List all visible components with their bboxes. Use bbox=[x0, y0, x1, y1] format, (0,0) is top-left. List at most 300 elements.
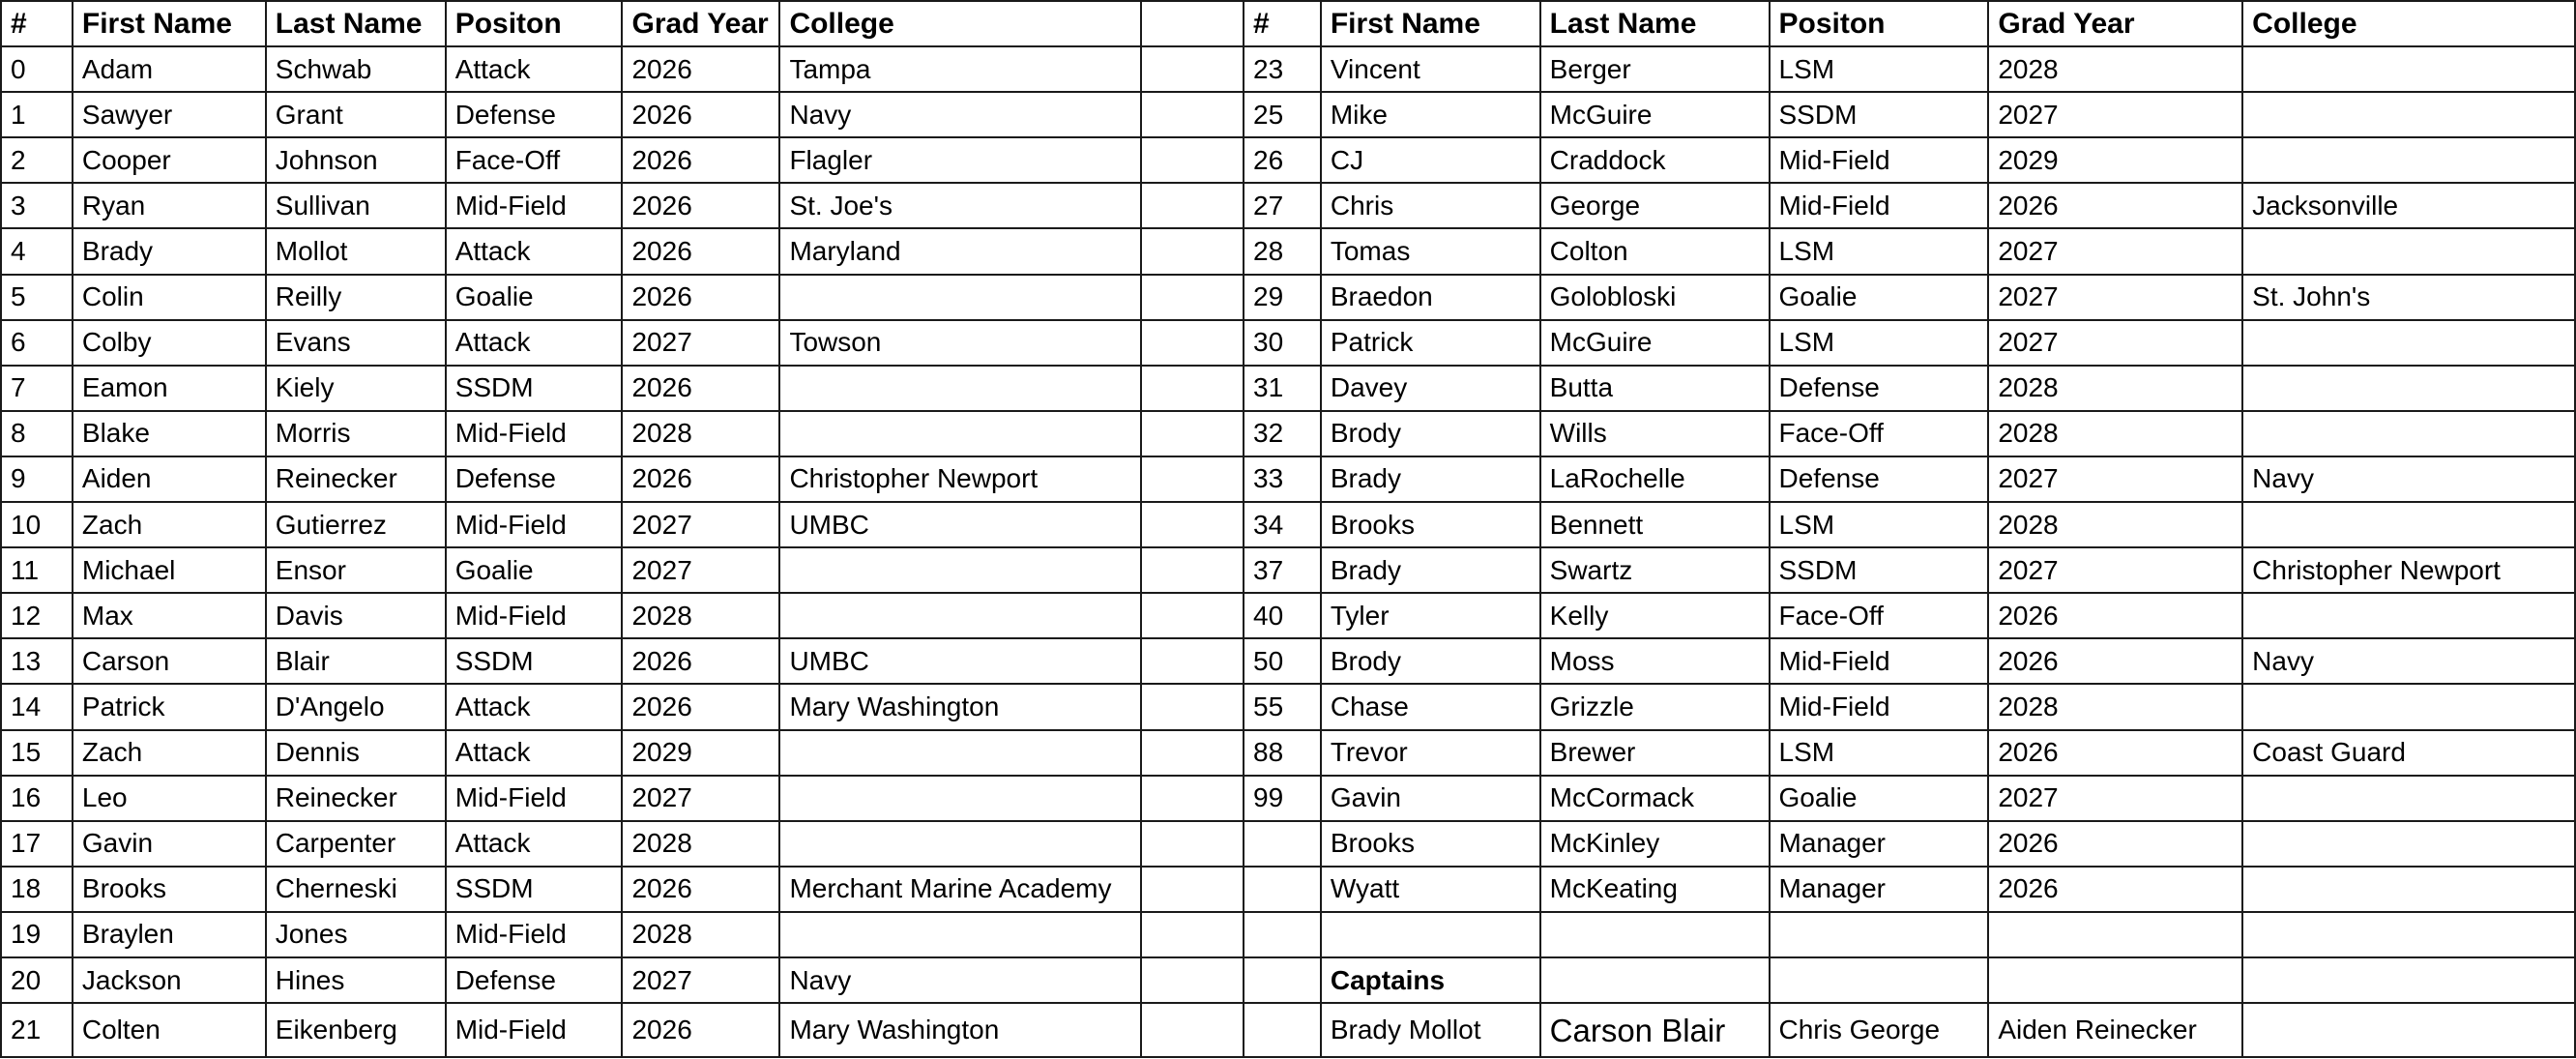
cell-college[interactable]: Tampa bbox=[779, 46, 1141, 92]
cell-last-name[interactable]: LaRochelle bbox=[1540, 456, 1770, 502]
cell-position[interactable]: Defense bbox=[1770, 456, 1989, 502]
cell-first-name[interactable]: Gavin bbox=[73, 821, 266, 867]
cell-first-name[interactable]: Brody bbox=[1321, 638, 1540, 684]
cell-position[interactable]: SSDM bbox=[1770, 547, 1989, 593]
cell-grad-year[interactable]: 2026 bbox=[622, 183, 779, 228]
cell-grad-year[interactable] bbox=[1988, 957, 2242, 1003]
cell-college[interactable] bbox=[2242, 46, 2575, 92]
cell-first-name[interactable]: Vincent bbox=[1321, 46, 1540, 92]
cell-last-name[interactable]: McKinley bbox=[1540, 821, 1770, 867]
cell-number[interactable]: 31 bbox=[1244, 366, 1321, 411]
header-college-right[interactable]: College bbox=[2242, 1, 2575, 46]
cell-position[interactable]: Attack bbox=[446, 46, 623, 92]
cell-last-name[interactable]: Colton bbox=[1540, 228, 1770, 274]
cell-grad-year[interactable]: 2026 bbox=[622, 92, 779, 137]
spacer-cell[interactable] bbox=[1141, 1003, 1244, 1057]
spacer-cell[interactable] bbox=[1141, 502, 1244, 547]
cell-grad-year[interactable]: 2026 bbox=[622, 867, 779, 912]
cell-last-name[interactable]: Morris bbox=[266, 411, 446, 456]
cell-college[interactable] bbox=[2242, 137, 2575, 183]
cell-first-name[interactable]: Leo bbox=[73, 776, 266, 821]
cell-number[interactable]: 17 bbox=[1, 821, 73, 867]
cell-grad-year[interactable]: 2026 bbox=[1988, 821, 2242, 867]
cell-last-name[interactable]: Craddock bbox=[1540, 137, 1770, 183]
cell-number[interactable]: 7 bbox=[1, 366, 73, 411]
cell-position[interactable]: Defense bbox=[446, 456, 623, 502]
cell-number[interactable]: 40 bbox=[1244, 593, 1321, 638]
cell-college[interactable] bbox=[2242, 867, 2575, 912]
cell-college[interactable] bbox=[2242, 502, 2575, 547]
cell-grad-year[interactable]: 2028 bbox=[1988, 46, 2242, 92]
roster-body bbox=[1, 1, 2575, 1057]
cell-number[interactable]: 13 bbox=[1, 638, 73, 684]
cell-first-name[interactable]: Colten bbox=[73, 1003, 266, 1057]
spacer-cell[interactable] bbox=[1141, 92, 1244, 137]
cell-grad-year[interactable]: 2026 bbox=[622, 456, 779, 502]
cell-last-name[interactable]: Butta bbox=[1540, 366, 1770, 411]
cell-grad-year[interactable]: 2026 bbox=[1988, 638, 2242, 684]
cell-number[interactable] bbox=[1244, 867, 1321, 912]
cell-grad-year[interactable]: 2026 bbox=[622, 366, 779, 411]
cell-college[interactable]: UMBC bbox=[779, 502, 1141, 547]
cell-number[interactable]: 21 bbox=[1, 1003, 73, 1057]
cell-position[interactable]: SSDM bbox=[446, 366, 623, 411]
cell-position[interactable]: Defense bbox=[1770, 366, 1989, 411]
cell-number[interactable]: 30 bbox=[1244, 320, 1321, 366]
cell-last-name[interactable]: Berger bbox=[1540, 46, 1770, 92]
cell-grad-year[interactable]: 2028 bbox=[622, 821, 779, 867]
cell-college[interactable]: Christopher Newport bbox=[779, 456, 1141, 502]
cell-first-name[interactable]: Colin bbox=[73, 275, 266, 320]
cell-college[interactable] bbox=[2242, 821, 2575, 867]
cell-position[interactable]: Face-Off bbox=[1770, 411, 1989, 456]
cell-last-name[interactable]: Jones bbox=[266, 912, 446, 957]
cell-last-name[interactable]: Carpenter bbox=[266, 821, 446, 867]
cell-grad-year[interactable]: 2026 bbox=[622, 638, 779, 684]
cell-last-name[interactable]: Reinecker bbox=[266, 776, 446, 821]
cell-grad-year[interactable]: 2026 bbox=[1988, 593, 2242, 638]
cell-first-name[interactable]: Aiden bbox=[73, 456, 266, 502]
spacer-cell[interactable] bbox=[1141, 275, 1244, 320]
cell-first-name[interactable]: Brooks bbox=[73, 867, 266, 912]
spacer-cell[interactable] bbox=[1141, 821, 1244, 867]
cell-college[interactable]: Navy bbox=[779, 957, 1141, 1003]
spacer-cell[interactable] bbox=[1141, 547, 1244, 593]
cell-grad-year[interactable]: 2027 bbox=[1988, 320, 2242, 366]
cell-grad-year[interactable]: 2026 bbox=[622, 1003, 779, 1057]
header-last-name-right[interactable]: Last Name bbox=[1540, 1, 1770, 46]
cell-number[interactable] bbox=[1244, 957, 1321, 1003]
cell-grad-year[interactable]: 2028 bbox=[1988, 411, 2242, 456]
cell-grad-year[interactable]: 2028 bbox=[1988, 502, 2242, 547]
cell-number[interactable]: 88 bbox=[1244, 730, 1321, 776]
cell-grad-year[interactable]: 2026 bbox=[622, 137, 779, 183]
cell-position[interactable]: Mid-Field bbox=[1770, 684, 1989, 729]
cell-last-name[interactable]: Evans bbox=[266, 320, 446, 366]
cell-grad-year[interactable]: 2026 bbox=[1988, 730, 2242, 776]
cell-college[interactable]: Merchant Marine Academy bbox=[779, 867, 1141, 912]
cell-position[interactable]: Attack bbox=[446, 730, 623, 776]
cell-position[interactable]: LSM bbox=[1770, 46, 1989, 92]
cell-position[interactable]: Manager bbox=[1770, 821, 1989, 867]
cell-position[interactable] bbox=[1770, 912, 1989, 957]
cell-number[interactable]: 8 bbox=[1, 411, 73, 456]
header-last-name-left[interactable]: Last Name bbox=[266, 1, 446, 46]
cell-position[interactable]: Attack bbox=[446, 684, 623, 729]
cell-number[interactable]: 28 bbox=[1244, 228, 1321, 274]
cell-last-name[interactable]: Golobloski bbox=[1540, 275, 1770, 320]
cell-first-name[interactable]: Cooper bbox=[73, 137, 266, 183]
cell-position[interactable]: Goalie bbox=[446, 275, 623, 320]
cell-grad-year[interactable]: 2026 bbox=[622, 275, 779, 320]
cell-position[interactable]: Face-Off bbox=[1770, 593, 1989, 638]
header-college-left[interactable]: College bbox=[779, 1, 1141, 46]
cell-last-name[interactable]: Bennett bbox=[1540, 502, 1770, 547]
cell-college[interactable] bbox=[779, 411, 1141, 456]
cell-grad-year[interactable]: 2027 bbox=[622, 320, 779, 366]
cell-grad-year[interactable]: 2027 bbox=[1988, 456, 2242, 502]
cell-first-name[interactable]: Brady Mollot bbox=[1321, 1003, 1540, 1057]
cell-college[interactable] bbox=[2242, 411, 2575, 456]
cell-first-name[interactable]: Ryan bbox=[73, 183, 266, 228]
cell-first-name[interactable]: Chase bbox=[1321, 684, 1540, 729]
header-first-name-left[interactable]: First Name bbox=[73, 1, 266, 46]
cell-position[interactable]: Goalie bbox=[1770, 776, 1989, 821]
cell-number[interactable]: 18 bbox=[1, 867, 73, 912]
cell-number[interactable]: 23 bbox=[1244, 46, 1321, 92]
cell-last-name[interactable]: Gutierrez bbox=[266, 502, 446, 547]
cell-number[interactable] bbox=[1244, 1003, 1321, 1057]
cell-number[interactable]: 9 bbox=[1, 456, 73, 502]
cell-position[interactable]: Mid-Field bbox=[446, 183, 623, 228]
cell-grad-year[interactable]: Aiden Reinecker bbox=[1988, 1003, 2242, 1057]
cell-number[interactable]: 12 bbox=[1, 593, 73, 638]
cell-grad-year[interactable]: 2027 bbox=[622, 547, 779, 593]
spacer-cell[interactable] bbox=[1141, 593, 1244, 638]
cell-last-name[interactable]: Davis bbox=[266, 593, 446, 638]
cell-number[interactable]: 15 bbox=[1, 730, 73, 776]
cell-last-name[interactable]: Kiely bbox=[266, 366, 446, 411]
cell-last-name[interactable] bbox=[1540, 912, 1770, 957]
cell-position[interactable]: Mid-Field bbox=[446, 912, 623, 957]
cell-first-name[interactable]: Sawyer bbox=[73, 92, 266, 137]
cell-first-name[interactable]: Zach bbox=[73, 502, 266, 547]
cell-grad-year[interactable]: 2027 bbox=[1988, 228, 2242, 274]
cell-last-name[interactable]: Sullivan bbox=[266, 183, 446, 228]
cell-college[interactable] bbox=[779, 275, 1141, 320]
cell-number[interactable]: 26 bbox=[1244, 137, 1321, 183]
cell-number[interactable]: 55 bbox=[1244, 684, 1321, 729]
cell-position[interactable]: LSM bbox=[1770, 502, 1989, 547]
cell-college[interactable] bbox=[779, 776, 1141, 821]
cell-first-name[interactable]: Wyatt bbox=[1321, 867, 1540, 912]
cell-number[interactable]: 27 bbox=[1244, 183, 1321, 228]
cell-number[interactable]: 20 bbox=[1, 957, 73, 1003]
cell-first-name[interactable]: Brooks bbox=[1321, 821, 1540, 867]
cell-position[interactable]: Face-Off bbox=[446, 137, 623, 183]
cell-position[interactable]: Defense bbox=[446, 92, 623, 137]
cell-position[interactable]: Chris George bbox=[1770, 1003, 1989, 1057]
cell-college[interactable]: Towson bbox=[779, 320, 1141, 366]
cell-first-name[interactable]: Patrick bbox=[73, 684, 266, 729]
cell-number[interactable]: 4 bbox=[1, 228, 73, 274]
cell-college[interactable]: Navy bbox=[2242, 638, 2575, 684]
cell-position[interactable]: LSM bbox=[1770, 730, 1989, 776]
cell-college[interactable] bbox=[2242, 1003, 2575, 1057]
cell-number[interactable]: 2 bbox=[1, 137, 73, 183]
cell-college[interactable]: UMBC bbox=[779, 638, 1141, 684]
cell-grad-year[interactable]: 2029 bbox=[622, 730, 779, 776]
cell-number[interactable]: 16 bbox=[1, 776, 73, 821]
cell-last-name[interactable]: Dennis bbox=[266, 730, 446, 776]
cell-last-name[interactable]: Brewer bbox=[1540, 730, 1770, 776]
cell-position[interactable] bbox=[1770, 957, 1989, 1003]
cell-number[interactable]: 34 bbox=[1244, 502, 1321, 547]
spacer-cell[interactable] bbox=[1141, 776, 1244, 821]
cell-last-name[interactable]: Reinecker bbox=[266, 456, 446, 502]
cell-college[interactable] bbox=[779, 366, 1141, 411]
cell-position[interactable]: Manager bbox=[1770, 867, 1989, 912]
cell-college[interactable]: St. Joe's bbox=[779, 183, 1141, 228]
spacer-cell[interactable] bbox=[1141, 730, 1244, 776]
cell-first-name[interactable]: Brooks bbox=[1321, 502, 1540, 547]
cell-college[interactable] bbox=[779, 912, 1141, 957]
cell-number[interactable]: 3 bbox=[1, 183, 73, 228]
cell-last-name[interactable]: Moss bbox=[1540, 638, 1770, 684]
cell-first-name[interactable]: Colby bbox=[73, 320, 266, 366]
spacer-cell[interactable] bbox=[1141, 228, 1244, 274]
cell-first-name[interactable]: Jackson bbox=[73, 957, 266, 1003]
cell-number[interactable]: 10 bbox=[1, 502, 73, 547]
spacer-cell[interactable] bbox=[1141, 684, 1244, 729]
header-number-left[interactable]: # bbox=[1, 1, 73, 46]
cell-grad-year[interactable]: 2027 bbox=[622, 502, 779, 547]
cell-position[interactable]: Mid-Field bbox=[1770, 137, 1989, 183]
cell-first-name[interactable]: Trevor bbox=[1321, 730, 1540, 776]
cell-last-name[interactable]: Eikenberg bbox=[266, 1003, 446, 1057]
cell-position[interactable]: SSDM bbox=[446, 867, 623, 912]
cell-position[interactable]: Attack bbox=[446, 320, 623, 366]
cell-first-name[interactable]: CJ bbox=[1321, 137, 1540, 183]
cell-number[interactable]: 33 bbox=[1244, 456, 1321, 502]
cell-position[interactable]: Mid-Field bbox=[1770, 638, 1989, 684]
cell-position[interactable]: Attack bbox=[446, 228, 623, 274]
cell-first-name[interactable]: Eamon bbox=[73, 366, 266, 411]
cell-grad-year[interactable]: 2027 bbox=[622, 957, 779, 1003]
cell-first-name[interactable] bbox=[1321, 912, 1540, 957]
cell-number[interactable]: 1 bbox=[1, 92, 73, 137]
cell-last-name[interactable]: McKeating bbox=[1540, 867, 1770, 912]
cell-position[interactable]: Mid-Field bbox=[1770, 183, 1989, 228]
cell-college[interactable]: Coast Guard bbox=[2242, 730, 2575, 776]
cell-last-name[interactable] bbox=[1540, 957, 1770, 1003]
cell-first-name[interactable]: Carson bbox=[73, 638, 266, 684]
cell-grad-year[interactable]: 2027 bbox=[1988, 547, 2242, 593]
cell-number[interactable]: 19 bbox=[1, 912, 73, 957]
cell-position[interactable]: Mid-Field bbox=[446, 776, 623, 821]
cell-college[interactable] bbox=[779, 547, 1141, 593]
cell-college[interactable]: Mary Washington bbox=[779, 1003, 1141, 1057]
cell-grad-year[interactable]: 2027 bbox=[622, 776, 779, 821]
cell-grad-year[interactable] bbox=[1988, 912, 2242, 957]
cell-last-name[interactable]: McGuire bbox=[1540, 92, 1770, 137]
cell-grad-year[interactable]: 2027 bbox=[1988, 275, 2242, 320]
cell-college[interactable]: Jacksonville bbox=[2242, 183, 2575, 228]
cell-grad-year[interactable]: 2028 bbox=[622, 912, 779, 957]
cell-number[interactable]: 0 bbox=[1, 46, 73, 92]
cell-last-name[interactable]: Grant bbox=[266, 92, 446, 137]
cell-first-name[interactable]: Patrick bbox=[1321, 320, 1540, 366]
cell-first-name[interactable]: Max bbox=[73, 593, 266, 638]
cell-last-name[interactable]: D'Angelo bbox=[266, 684, 446, 729]
cell-position[interactable]: Mid-Field bbox=[446, 1003, 623, 1057]
cell-grad-year[interactable]: 2027 bbox=[1988, 92, 2242, 137]
cell-first-name[interactable]: Michael bbox=[73, 547, 266, 593]
spacer-cell[interactable] bbox=[1141, 912, 1244, 957]
header-first-name-right[interactable]: First Name bbox=[1321, 1, 1540, 46]
cell-first-name[interactable]: Tyler bbox=[1321, 593, 1540, 638]
cell-grad-year[interactable]: 2028 bbox=[622, 411, 779, 456]
cell-college[interactable] bbox=[2242, 957, 2575, 1003]
cell-number[interactable]: 5 bbox=[1, 275, 73, 320]
cell-college[interactable] bbox=[2242, 228, 2575, 274]
cell-first-name[interactable]: Gavin bbox=[1321, 776, 1540, 821]
cell-position[interactable]: SSDM bbox=[446, 638, 623, 684]
cell-number[interactable]: 29 bbox=[1244, 275, 1321, 320]
cell-position[interactable]: LSM bbox=[1770, 228, 1989, 274]
cell-last-name[interactable]: Wills bbox=[1540, 411, 1770, 456]
cell-first-name[interactable]: Brady bbox=[1321, 456, 1540, 502]
cell-college[interactable] bbox=[2242, 320, 2575, 366]
cell-last-name[interactable]: Kelly bbox=[1540, 593, 1770, 638]
cell-number[interactable]: 25 bbox=[1244, 92, 1321, 137]
cell-college[interactable] bbox=[2242, 684, 2575, 729]
header-spacer[interactable] bbox=[1141, 1, 1244, 46]
cell-position[interactable]: Defense bbox=[446, 957, 623, 1003]
spacer-cell[interactable] bbox=[1141, 320, 1244, 366]
spacer-cell[interactable] bbox=[1141, 183, 1244, 228]
cell-last-name[interactable]: Schwab bbox=[266, 46, 446, 92]
cell-college[interactable] bbox=[2242, 593, 2575, 638]
cell-position[interactable]: Attack bbox=[446, 821, 623, 867]
cell-number[interactable] bbox=[1244, 821, 1321, 867]
cell-last-name[interactable]: Cherneski bbox=[266, 867, 446, 912]
cell-number[interactable]: 99 bbox=[1244, 776, 1321, 821]
cell-grad-year[interactable]: 2026 bbox=[622, 684, 779, 729]
spacer-cell[interactable] bbox=[1141, 137, 1244, 183]
spacer-cell[interactable] bbox=[1141, 957, 1244, 1003]
spacer-cell[interactable] bbox=[1141, 867, 1244, 912]
cell-position[interactable]: Goalie bbox=[446, 547, 623, 593]
cell-first-name[interactable]: Braylen bbox=[73, 912, 266, 957]
header-position-right[interactable]: Positon bbox=[1770, 1, 1989, 46]
cell-last-name[interactable]: Hines bbox=[266, 957, 446, 1003]
cell-last-name[interactable]: Johnson bbox=[266, 137, 446, 183]
cell-position[interactable]: LSM bbox=[1770, 320, 1989, 366]
cell-grad-year[interactable]: 2026 bbox=[1988, 867, 2242, 912]
cell-college[interactable] bbox=[2242, 366, 2575, 411]
header-position-left[interactable]: Positon bbox=[446, 1, 623, 46]
cell-college[interactable]: St. John's bbox=[2242, 275, 2575, 320]
cell-first-name[interactable]: Chris bbox=[1321, 183, 1540, 228]
header-number-right[interactable]: # bbox=[1244, 1, 1321, 46]
cell-first-name[interactable]: Davey bbox=[1321, 366, 1540, 411]
spacer-cell[interactable] bbox=[1141, 456, 1244, 502]
cell-college[interactable]: Christopher Newport bbox=[2242, 547, 2575, 593]
cell-college[interactable]: Mary Washington bbox=[779, 684, 1141, 729]
cell-college[interactable]: Flagler bbox=[779, 137, 1141, 183]
cell-college[interactable] bbox=[2242, 912, 2575, 957]
cell-number[interactable]: 14 bbox=[1, 684, 73, 729]
cell-college[interactable]: Maryland bbox=[779, 228, 1141, 274]
cell-grad-year[interactable]: 2026 bbox=[622, 228, 779, 274]
cell-first-name[interactable]: Zach bbox=[73, 730, 266, 776]
cell-position[interactable]: SSDM bbox=[1770, 92, 1989, 137]
cell-number[interactable]: 50 bbox=[1244, 638, 1321, 684]
cell-last-name[interactable]: Blair bbox=[266, 638, 446, 684]
cell-last-name[interactable]: Swartz bbox=[1540, 547, 1770, 593]
cell-first-name[interactable]: Brady bbox=[73, 228, 266, 274]
cell-last-name[interactable]: McCormack bbox=[1540, 776, 1770, 821]
cell-first-name[interactable]: Brody bbox=[1321, 411, 1540, 456]
cell-last-name[interactable]: McGuire bbox=[1540, 320, 1770, 366]
cell-college[interactable]: Navy bbox=[2242, 456, 2575, 502]
cell-last-name[interactable]: George bbox=[1540, 183, 1770, 228]
cell-college[interactable] bbox=[2242, 92, 2575, 137]
cell-college[interactable] bbox=[779, 593, 1141, 638]
cell-last-name[interactable]: Ensor bbox=[266, 547, 446, 593]
spacer-cell[interactable] bbox=[1141, 366, 1244, 411]
header-grad-year-right[interactable]: Grad Year bbox=[1988, 1, 2242, 46]
cell-grad-year[interactable]: 2027 bbox=[1988, 776, 2242, 821]
cell-college[interactable] bbox=[779, 821, 1141, 867]
cell-position[interactable]: Goalie bbox=[1770, 275, 1989, 320]
cell-number[interactable]: 11 bbox=[1, 547, 73, 593]
cell-first-name[interactable]: Braedon bbox=[1321, 275, 1540, 320]
cell-number[interactable]: 6 bbox=[1, 320, 73, 366]
cell-number[interactable]: 37 bbox=[1244, 547, 1321, 593]
cell-position[interactable]: Mid-Field bbox=[446, 411, 623, 456]
cell-college[interactable] bbox=[2242, 776, 2575, 821]
cell-first-name[interactable]: Tomas bbox=[1321, 228, 1540, 274]
cell-grad-year[interactable]: 2028 bbox=[622, 593, 779, 638]
cell-grad-year[interactable]: 2026 bbox=[1988, 183, 2242, 228]
cell-position[interactable]: Mid-Field bbox=[446, 593, 623, 638]
cell-first-name[interactable]: Blake bbox=[73, 411, 266, 456]
cell-college[interactable] bbox=[779, 730, 1141, 776]
cell-first-name[interactable]: Mike bbox=[1321, 92, 1540, 137]
cell-grad-year[interactable]: 2029 bbox=[1988, 137, 2242, 183]
header-grad-year-left[interactable]: Grad Year bbox=[622, 1, 779, 46]
cell-number[interactable]: 32 bbox=[1244, 411, 1321, 456]
cell-grad-year[interactable]: 2028 bbox=[1988, 366, 2242, 411]
cell-first-name[interactable]: Captains bbox=[1321, 957, 1540, 1003]
cell-last-name[interactable]: Carson Blair bbox=[1540, 1003, 1770, 1057]
spacer-cell[interactable] bbox=[1141, 638, 1244, 684]
cell-last-name[interactable]: Grizzle bbox=[1540, 684, 1770, 729]
cell-number[interactable] bbox=[1244, 912, 1321, 957]
cell-last-name[interactable]: Reilly bbox=[266, 275, 446, 320]
cell-grad-year[interactable]: 2028 bbox=[1988, 684, 2242, 729]
spacer-cell[interactable] bbox=[1141, 46, 1244, 92]
cell-grad-year[interactable]: 2026 bbox=[622, 46, 779, 92]
cell-college[interactable]: Navy bbox=[779, 92, 1141, 137]
cell-position[interactable]: Mid-Field bbox=[446, 502, 623, 547]
spacer-cell[interactable] bbox=[1141, 411, 1244, 456]
cell-first-name[interactable]: Adam bbox=[73, 46, 266, 92]
cell-last-name[interactable]: Mollot bbox=[266, 228, 446, 274]
cell-first-name[interactable]: Brady bbox=[1321, 547, 1540, 593]
